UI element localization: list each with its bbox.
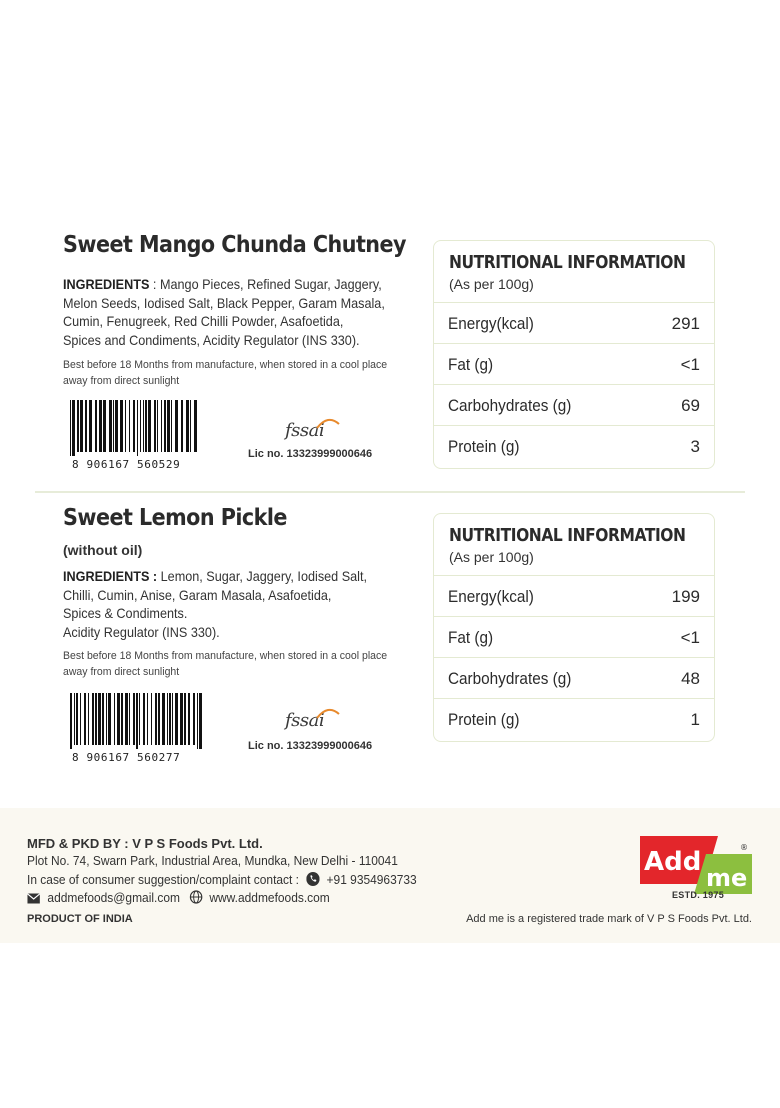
phone-icon bbox=[306, 872, 319, 886]
product-subtitle: (without oil) bbox=[63, 542, 143, 558]
manufacturer-name: MFD & PKD BY : V P S Foods Pvt. Ltd. bbox=[27, 836, 263, 851]
email-icon bbox=[27, 893, 40, 904]
ingredients-label: INGREDIENTS bbox=[63, 277, 150, 292]
product-origin: PRODUCT OF INDIA bbox=[27, 913, 133, 925]
product-title: Sweet Mango Chunda Chutney bbox=[63, 232, 406, 258]
contact-label: In case of consumer suggestion/complaint contact : bbox=[27, 873, 299, 887]
nutrition-row: Fat (g) <1 bbox=[434, 344, 714, 385]
barcode bbox=[70, 400, 208, 476]
product-title: Sweet Lemon Pickle bbox=[63, 505, 287, 531]
globe-icon bbox=[189, 890, 202, 904]
svg-text:Add: Add bbox=[644, 847, 702, 877]
fssai-arc-icon bbox=[315, 416, 341, 430]
license-number: Lic no. 13323999000646 bbox=[248, 740, 373, 752]
email-link[interactable]: addmefoods@gmail.com bbox=[47, 891, 180, 905]
nutrition-subtitle: (As per 100g) bbox=[449, 276, 534, 292]
barcode-number: 8 906167 560529 bbox=[72, 458, 181, 471]
svg-text:®: ® bbox=[740, 843, 748, 852]
ingredients-text: INGREDIENTS : Mango Pieces, Refined Sugar, Jaggery, Melon Seeds, Iodised Salt, Black Pepper, Garam Masala, Cumin, Fenugreek, Red Chilli Powder, Asafoetida, Spices and Condiments, Acidity Regulator (INS 330). bbox=[63, 277, 385, 348]
nutrition-header bbox=[434, 514, 714, 576]
best-before-note: Best before 18 Months from manufacture, when stored in a cool place away from direct sunlight bbox=[63, 650, 388, 678]
ingredients-text: INGREDIENTS : Lemon, Sugar, Jaggery, Iodised Salt, Chilli, Cumin, Anise, Garam Masala, Asafoetida, Spices & Condiments. Acidity Regulator (INS 330). bbox=[63, 569, 368, 640]
contact-line bbox=[27, 872, 417, 887]
website-link[interactable]: www.addmefoods.com bbox=[209, 891, 330, 905]
online-contact bbox=[27, 890, 330, 905]
best-before-note: Best before 18 Months from manufacture, when stored in a cool place away from direct sunlight bbox=[63, 359, 388, 387]
fssai-logo: fssai bbox=[285, 710, 345, 740]
ingredients-label: INGREDIENTS : bbox=[63, 569, 158, 584]
nutrition-row: Energy(kcal) 199 bbox=[434, 576, 714, 617]
barcode-bars-icon bbox=[70, 400, 204, 456]
manufacturer-address: Plot No. 74, Swarn Park, Industrial Area, Mundka, New Delhi - 110041 bbox=[27, 854, 398, 868]
phone-number[interactable]: +91 9354963733 bbox=[326, 873, 417, 887]
svg-text:me: me bbox=[706, 864, 748, 892]
nutrition-header bbox=[434, 241, 714, 303]
nutrition-row: Energy(kcal) 291 bbox=[434, 303, 714, 344]
nutrition-title: NUTRITIONAL INFORMATION bbox=[449, 525, 686, 546]
nutrition-title: NUTRITIONAL INFORMATION bbox=[449, 252, 686, 273]
license-number: Lic no. 13323999000646 bbox=[248, 448, 373, 460]
fssai-logo: fssai bbox=[285, 420, 345, 450]
nutrition-row: Carbohydrates (g) 48 bbox=[434, 658, 714, 699]
nutrition-row: Protein (g) 3 bbox=[448, 437, 700, 456]
nutrition-table bbox=[433, 513, 715, 742]
barcode-bars-icon bbox=[70, 693, 204, 749]
established-year: ESTD. 1975 bbox=[672, 890, 725, 900]
fssai-arc-icon bbox=[315, 706, 341, 720]
nutrition-row: Carbohydrates (g) 69 bbox=[434, 385, 714, 426]
nutrition-row: Fat (g) <1 bbox=[434, 617, 714, 658]
trademark-note: Add me is a registered trade mark of V P S Foods Pvt. Ltd. bbox=[466, 913, 752, 925]
barcode bbox=[70, 693, 208, 769]
nutrition-row: Protein (g) 1 bbox=[448, 710, 700, 729]
nutrition-subtitle: (As per 100g) bbox=[449, 549, 534, 565]
section-divider bbox=[35, 491, 745, 493]
nutrition-table bbox=[433, 240, 715, 469]
manufacturer-footer bbox=[0, 808, 780, 943]
barcode-number: 8 906167 560277 bbox=[72, 751, 181, 764]
